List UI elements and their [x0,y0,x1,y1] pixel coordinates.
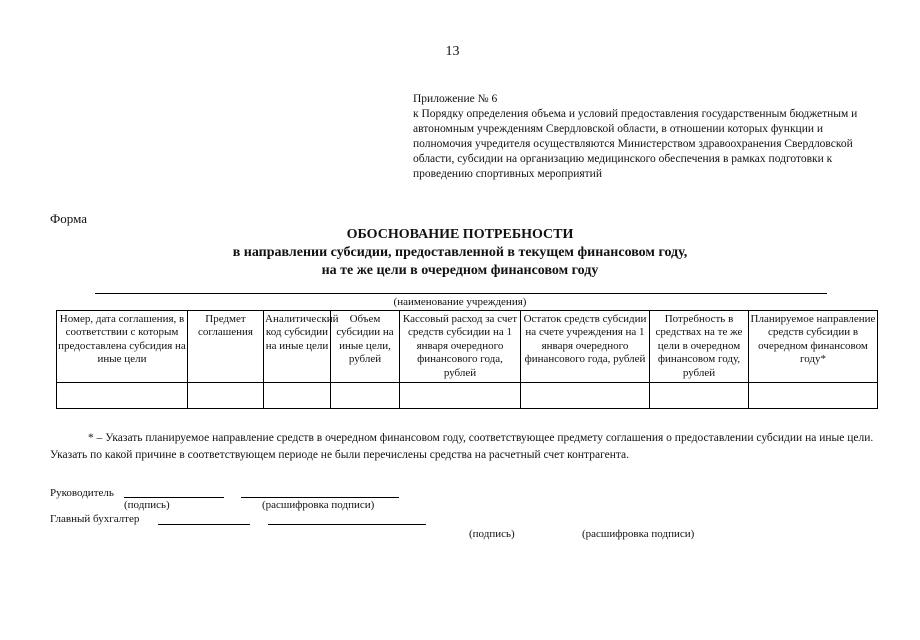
head-label: Руководитель [50,487,114,499]
document-title [0,226,920,280]
table-header-row [57,311,878,383]
table-cell[interactable] [331,383,400,409]
appendix-block [413,92,873,182]
head-decode-line [241,497,399,498]
header-agreement-number: Номер, дата соглашения, в соответствии с которым предоставлена субсидия на иные цели [57,311,188,383]
title-line-1: ОБОСНОВАНИЕ ПОТРЕБНОСТИ [346,227,574,242]
accountant-sign-caption: (подпись) [469,528,515,540]
head-signature-line [124,497,224,498]
form-label: Форма [50,211,87,226]
table-cell[interactable] [188,383,264,409]
org-name-caption: (наименование учреждения) [393,296,527,308]
header-balance: Остаток средств субсидии на счете учреждения на 1 января очередного финансового года, рублей [521,311,650,383]
accountant-label: Главный бухгалтер [50,513,140,525]
table-row [57,383,878,409]
justification-table [56,310,878,409]
header-cash-expense: Кассовый расход за счет средств субсидии на 1 января очередного финансового года, рублей [400,311,521,383]
table-cell[interactable] [264,383,331,409]
footnote: * – Указать планируемое направление средств в очередном финансовом году, соответствующее предмету соглашения о предоставлении субсидии на иные цели. Указать по какой причине в соответствующем периоде не были перечислены средства на расчетный счет контрагента. [50,432,874,461]
header-planned-direction: Планируемое направление средств субсидии в очередном финансовом году* [749,311,878,383]
table-cell[interactable] [650,383,749,409]
accountant-decode-line [268,524,426,525]
accountant-signature-line [158,524,250,525]
org-name-line [95,293,827,294]
table-cell[interactable] [57,383,188,409]
head-sign-caption: (подпись) [124,499,170,511]
table-cell[interactable] [521,383,650,409]
head-decode-caption: (расшифровка подписи) [262,499,375,511]
title-line-3: на те же цели в очередном финансовом году [321,263,599,278]
title-line-2: в направлении субсидии, предоставленной в текущем финансовом году, [232,245,688,260]
header-agreement-subject: Предмет соглашения [188,311,264,383]
table-cell[interactable] [749,383,878,409]
appendix-text: к Порядку определения объема и условий предоставления государственным бюджетным и автономным учреждениям Свердловской области, в отношении которых функции и полномочия учредителя осуществляются Министерством здравоохранения Свердловской области, субсидии на организацию медицинского обеспечения в рамках подготовки к проведению спортивных мероприятий [413,108,858,180]
appendix-title: Приложение № 6 [413,93,498,105]
page-number: 13 [445,44,460,59]
header-analytic-code: Аналитический код субсидии на иные цели [264,311,331,383]
accountant-decode-caption: (расшифровка подписи) [582,528,695,540]
table-cell[interactable] [400,383,521,409]
header-need: Потребность в средствах на те же цели в очередном финансовом году, рублей [650,311,749,383]
header-subsidy-volume: Объем субсидии на иные цели, рублей [331,311,400,383]
